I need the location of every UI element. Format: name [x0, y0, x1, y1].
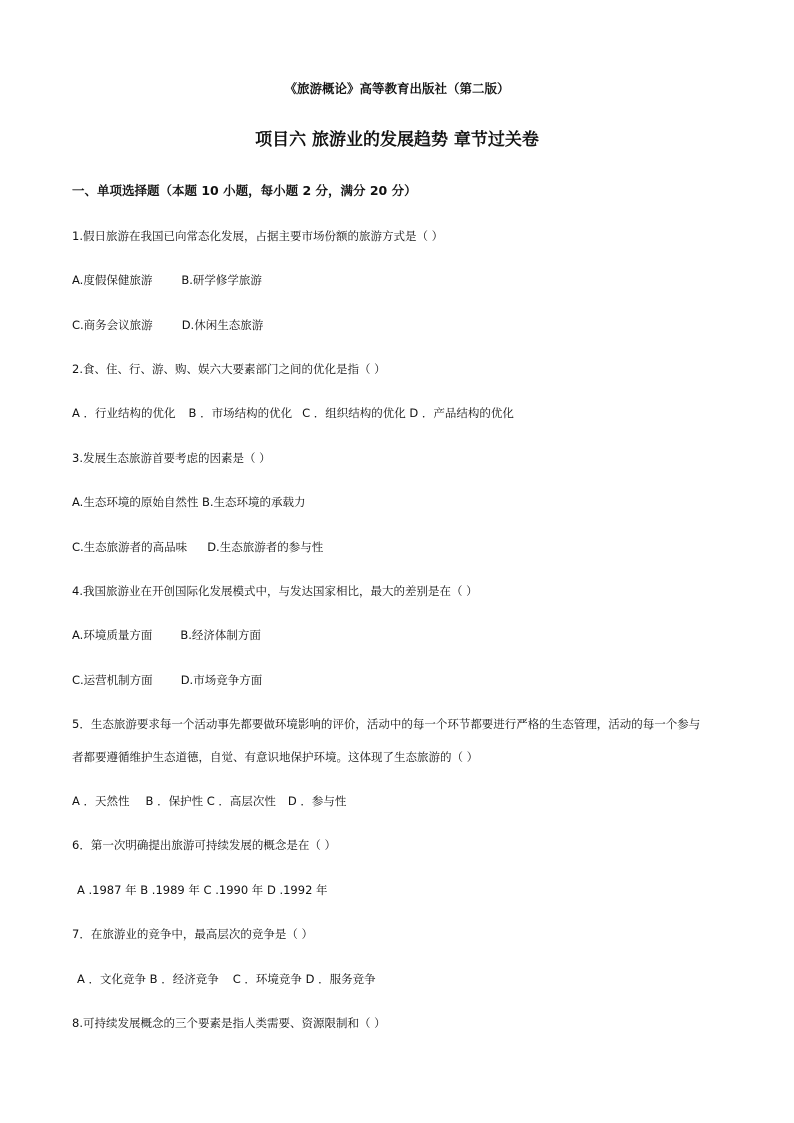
- option-a: A.环境质量方面: [72, 628, 153, 642]
- question-1-stem: 1.假日旅游在我国已向常态化发展，占据主要市场份额的旅游方式是（ ）: [72, 229, 444, 243]
- question-4-options-line-2: [72, 675, 262, 687]
- question-1-options-line-1: [72, 275, 262, 287]
- option-a: A.度假保健旅游: [72, 273, 153, 287]
- option-c: C.商务会议旅游: [72, 318, 153, 332]
- document-subtitle: 《旅游概论》高等教育出版社（第二版）: [284, 81, 510, 96]
- question-4-options-line-1: [72, 630, 261, 642]
- question-3-stem: 3.发展生态旅游首要考虑的因素是（ ）: [72, 451, 271, 465]
- question-5-options-line-1: [72, 796, 346, 808]
- option-b: B.经济体制方面: [180, 628, 261, 642]
- option-a-b: A.生态环境的原始自然性 B.生态环境的承载力: [72, 495, 306, 509]
- option-a: A ．天然性: [72, 794, 130, 808]
- question-8-stem: 8.可持续发展概念的三个要素是指人类需要、资源限制和（ ）: [72, 1016, 386, 1030]
- question-3-options-line-1: [72, 497, 306, 509]
- option-d: D ．参与性: [287, 794, 347, 808]
- options-a-to-d: A .1987 年 B .1989 年 C .1990 年 D .1992 年: [77, 883, 328, 897]
- option-a-b: A ．文化竞争 B ．经济竞争: [77, 972, 219, 986]
- question-7-stem: 7．在旅游业的竞争中，最高层次的竞争是（ ）: [72, 927, 313, 941]
- section-heading: 一、单项选择题（本题 10 小题，每小题 2 分，满分 20 分）: [72, 183, 417, 198]
- question-2-options-line-1: [72, 408, 514, 420]
- question-7-options-line-1: [77, 974, 376, 986]
- question-6-stem: 6．第一次明确提出旅游可持续发展的概念是在（ ）: [72, 838, 336, 852]
- question-4-stem: 4.我国旅游业在开创国际化发展模式中，与发达国家相比，最大的差别是在（ ）: [72, 584, 478, 598]
- question-3-options-line-2: [72, 542, 323, 554]
- option-a: A ．行业结构的优化: [72, 406, 176, 420]
- option-d: D.生态旅游者的参与性: [207, 540, 324, 554]
- question-2-stem: 2.食、住、行、游、购、娱六大要素部门之间的优化是指（ ）: [72, 362, 386, 376]
- option-c: C.运营机制方面: [72, 673, 153, 687]
- question-1-options-line-2: [72, 320, 263, 332]
- option-c-d: C ．环境竞争 D ．服务竞争: [232, 972, 376, 986]
- document-title: 项目六 旅游业的发展趋势 章节过关卷: [255, 130, 539, 150]
- option-d: D.市场竞争方面: [180, 673, 263, 687]
- option-d: D.休闲生态旅游: [181, 318, 264, 332]
- option-b: B ．市场结构的优化: [188, 406, 293, 420]
- option-b: B.研学修学旅游: [181, 273, 262, 287]
- option-c: C.生态旅游者的高品味: [72, 540, 188, 554]
- option-b-c: B ．保护性 C ．高层次性: [145, 794, 276, 808]
- option-c-d: C ．组织结构的优化 D ．产品结构的优化: [302, 406, 514, 420]
- question-6-options-line-1: [77, 885, 328, 897]
- question-5-stem: 5．生态旅游要求每一个活动事先都要做环境影响的评价，活动中的每一个环节都要进行严格的生态管理，活动的每一个参与: [72, 717, 701, 731]
- question-5-stem-continued: 者都要遵循维护生态道德，自觉、有意识地保护环境。这体现了生态旅游的（ ）: [72, 750, 479, 764]
